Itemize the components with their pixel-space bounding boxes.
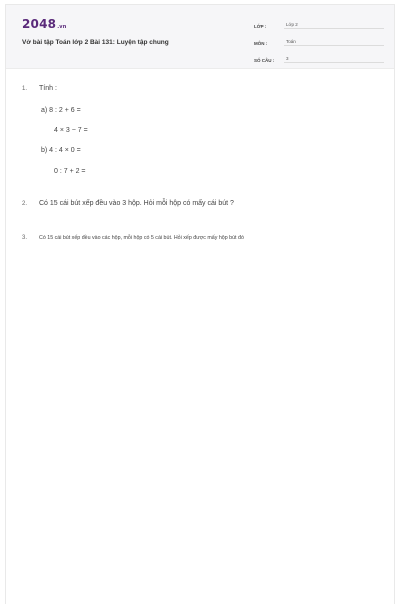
question-text: Tính : xyxy=(39,85,57,92)
question-text: Có 15 cái bút xếp đều vào các hộp, mỗi hộp có 5 cái bút. Hỏi xếp được mấy hộp bút đó xyxy=(39,235,244,241)
meta-row-subject xyxy=(254,36,384,46)
meta-row-class xyxy=(254,19,384,29)
meta-label: LỚP : xyxy=(254,24,267,29)
exercise-line: b) 4 : 4 × 0 = xyxy=(41,147,81,154)
logo-text: 2048 xyxy=(22,17,57,31)
meta-label: SỐ CÂU : xyxy=(254,58,275,63)
question-number: 2. xyxy=(22,201,28,207)
meta-row-question-count xyxy=(254,53,384,63)
meta-value: Toán xyxy=(284,39,384,46)
site-logo[interactable] xyxy=(22,17,67,31)
meta-value: Lớp 2 xyxy=(284,22,384,29)
meta-info xyxy=(254,19,384,70)
meta-value: 3 xyxy=(284,56,384,63)
question-number: 3. xyxy=(22,235,28,241)
exercise-line: 0 : 7 + 2 = xyxy=(54,168,86,175)
worksheet xyxy=(5,4,395,604)
exercise-line: a) 8 : 2 + 6 = xyxy=(41,107,81,114)
worksheet-header xyxy=(6,5,394,69)
logo-domain: .vn xyxy=(57,24,67,30)
page-title: Vở bài tập Toán lớp 2 Bài 131: Luyện tập chung xyxy=(22,39,169,46)
meta-label: MÔN : xyxy=(254,41,268,46)
exercise-line: 4 × 3 − 7 = xyxy=(54,127,88,134)
question-number: 1. xyxy=(22,86,28,92)
question-text: Có 15 cái bút xếp đều vào 3 hộp. Hỏi mỗi hộp có mấy cái bút ? xyxy=(39,200,234,207)
